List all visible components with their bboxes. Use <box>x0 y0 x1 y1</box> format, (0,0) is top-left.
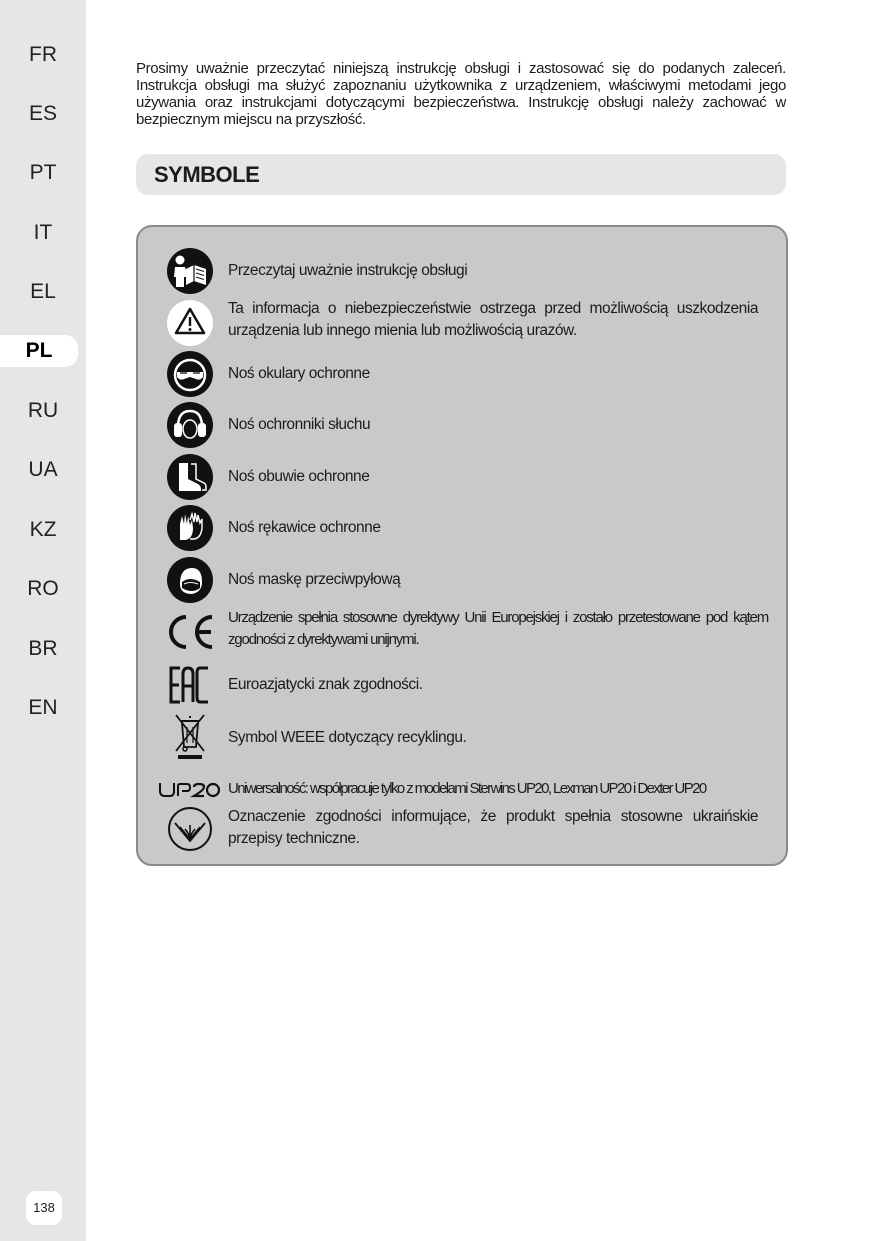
symbol-text: Euroazjatycki znak zgodności. <box>228 676 423 693</box>
gloves-icon <box>162 503 218 553</box>
lang-tab-pl[interactable]: PL <box>0 335 78 367</box>
symbol-text: Noś ochronniki słuchu <box>228 416 371 433</box>
symbol-text: Przeczytaj uważnie instrukcję obsługi <box>228 262 468 279</box>
section-header <box>136 154 786 195</box>
lang-tab-ua[interactable]: UA <box>28 458 58 481</box>
symbol-text: Symbol WEEE dotyczący recyklingu. <box>228 729 467 746</box>
symbol-text: Noś rękawice ochronne <box>228 519 381 536</box>
lang-tab-it[interactable]: IT <box>33 221 53 244</box>
symbols-panel <box>136 225 788 866</box>
lang-tab-kz[interactable]: KZ <box>29 518 57 541</box>
symbol-text: Uniwersalność: współpracuje tylko z modelami Sterwins UP20, Lexman UP20 i Dexter UP20 <box>228 780 706 797</box>
page-number: 138 <box>26 1191 62 1225</box>
symbol-text: Noś maskę przeciwpyłową <box>228 571 401 588</box>
weee-bin-icon <box>162 709 218 763</box>
ua-conformity-icon <box>162 804 218 854</box>
symbol-text: Noś obuwie ochronne <box>228 468 370 485</box>
safety-goggles-icon <box>162 349 218 399</box>
symbol-text: Urządzenie spełnia stosowne dyrektywy Unii Europejskiej i zostało przetestowane pod kątem zgodności z dyrektywami unijnymi. <box>228 609 768 648</box>
lang-tab-es[interactable]: ES <box>28 102 57 125</box>
lang-tab-br[interactable]: BR <box>28 637 58 660</box>
lang-tab-fr[interactable]: FR <box>29 43 57 66</box>
symbol-text: Ta informacja o niebezpieczeństwie ostrzega przed możliwością uszkodzenia urządzenia lub innego mienia lub możliwością urazów. <box>228 300 758 339</box>
symbol-text: Noś okulary ochronne <box>228 365 370 382</box>
lang-tab-el[interactable]: EL <box>30 280 56 303</box>
safety-boots-icon <box>162 452 218 502</box>
lang-tab-pt[interactable]: PT <box>29 161 57 184</box>
dust-mask-icon <box>162 555 218 605</box>
lang-tab-en[interactable]: EN <box>28 696 58 719</box>
intro-paragraph: Prosimy uważnie przeczytać niniejszą instrukcję obsługi i zastosować się do podanych zaleceń. Instrukcja obsługi ma służyć zapoznaniu użytkownika z urządzeniem, właściwymi metodami jego używania oraz instrukcjami dotyczącymi bezpieczeństwa. Instrukcję obsługi należy zachować w bezpiecznym miejscu na przyszłość. <box>136 60 786 128</box>
eac-mark-icon <box>162 660 218 710</box>
language-sidebar <box>0 0 86 1241</box>
ce-mark-icon <box>162 607 218 657</box>
read-manual-icon <box>162 246 218 296</box>
lang-tab-ro[interactable]: RO <box>27 577 59 600</box>
section-title: SYMBOLE <box>154 162 260 187</box>
ear-protection-icon <box>162 400 218 450</box>
lang-tab-ru[interactable]: RU <box>27 399 59 422</box>
symbol-text: Oznaczenie zgodności informujące, że produkt spełnia stosowne ukraińskie przepisy techniczne. <box>228 808 758 847</box>
warning-triangle-icon <box>162 298 218 348</box>
